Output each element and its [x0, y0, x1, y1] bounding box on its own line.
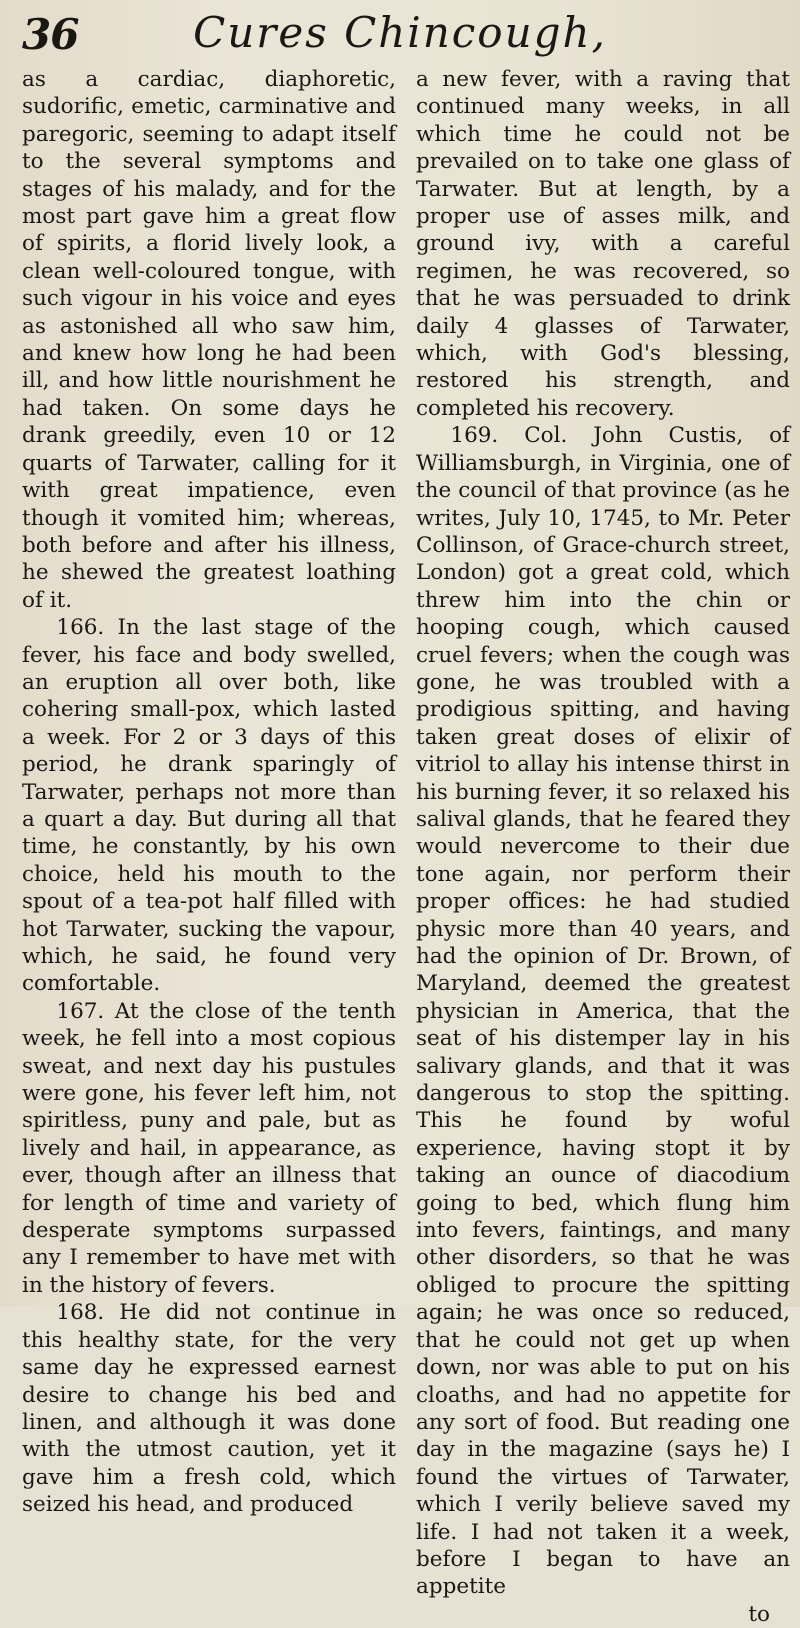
paragraph: 168. He did not continue in this healthy state, for the very same day he expressed earnest desire to change his bed and linen, and although it was done with the utmost caution, yet it gave him a fresh cold, which seized his head, and produced	[22, 1300, 396, 1518]
page-number: 36	[22, 10, 79, 59]
catchword: to	[748, 1601, 770, 1627]
paragraph: 167. At the close of the tenth week, he fell into a most copious sweat, and next day his pustules were gone, his fever left him, not spiritless, puny and pale, but as lively and hail, in appearance, as ever, though after an illness that for length of time and variety of desperate symptoms surpassed any I remember to have met with in the history of fevers.	[22, 998, 396, 1298]
paragraph: as a cardiac, diaphoretic, sudorific, emetic, carminative and paregoric, seeming to adapt itself to the several symptoms and stages of his malady, and for the most part gave him a great flow of spirits, a florid lively look, a clean well-coloured tongue, with such vigour in his voice and eyes as astonished all who saw him, and knew how long he had been ill, and how little nourishment he had taken. On some days he drank greedily, even 10 or 12 quarts of Tarwater, calling for it with great impatience, even though it vomited him; whereas, both before and after his illness, he shewed the greatest loathing of it.	[22, 67, 396, 613]
right-column	[416, 66, 790, 1627]
paragraph: 166. In the last stage of the fever, his face and body swelled, an eruption all over both, like cohering small-pox, which lasted a week. For 2 or 3 days of this period, he drank sparingly of Tarwater, perhaps not more than a quart a day. But during all that time, he constantly, by his own choice, held his mouth to the spout of a tea-pot half filled with hot Tarwater, sucking the vapour, which, he said, he found very comfortable.	[22, 615, 396, 997]
text-columns	[22, 66, 790, 1627]
left-column	[22, 66, 396, 1518]
paragraph: a new fever, with a raving that continued many weeks, in all which time he could not be prevailed on to take one glass of Tarwater. But at length, by a proper use of asses milk, and ground ivy, with a careful regimen, he was recovered, so that he was persuaded to drink daily 4 glasses of Tarwater, which, with God's blessing, restored his strength, and completed his recovery.	[416, 67, 790, 421]
paragraph: 169. Col. John Custis, of Williamsburgh, in Virginia, one of the council of that province (as he writes, July 10, 1745, to Mr. Peter Collinson, of Grace-church street, London) got a great cold, which threw him into the chin or hooping cough, which caused cruel fevers; when the cough was gone, he was troubled with a prodigious spitting, and having taken great doses of elixir of vitriol to allay his intense thirst in his burning fever, it so relaxed his salival glands, that he feared they would nevercome to their due tone again, nor perform their proper offices: he had studied physic more than 40 years, and had the opinion of Dr. Brown, of Maryland, deemed the greatest physician in America, that the seat of his distemper lay in his salivary glands, and that it was dangerous to stop the spitting. This he found by woful experience, having stopt it by taking an ounce of diacodium going to bed, which flung him into fevers, faintings, and many other disorders, so that he was obliged to procure the spitting again; he was once so reduced, that he could not get up when down, nor was able to put on his cloaths, and had no appetite for any sort of food. But reading one day in the magazine (says he) I found the virtues of Tarwater, which I verily believe saved my life. I had not taken it a week, before I began to have an appetite	[416, 423, 790, 1600]
page-header	[0, 4, 800, 64]
running-title: Cures Chincough,	[193, 8, 607, 57]
